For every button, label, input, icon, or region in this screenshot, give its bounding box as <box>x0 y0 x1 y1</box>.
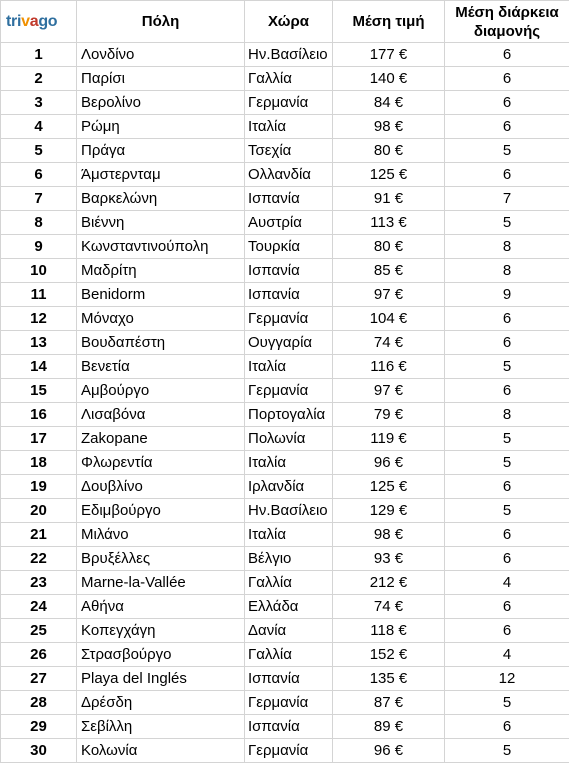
cell-rank: 14 <box>1 355 77 379</box>
cell-stay: 5 <box>445 499 569 523</box>
cell-stay: 8 <box>445 403 569 427</box>
cell-country: Πορτογαλία <box>245 403 333 427</box>
cell-price: 98 € <box>333 523 445 547</box>
table-row <box>1 259 569 283</box>
cell-city: Αμβούργο <box>77 379 245 403</box>
cell-rank: 13 <box>1 331 77 355</box>
cell-city: Λονδίνο <box>77 43 245 67</box>
cell-city: Μόναχο <box>77 307 245 331</box>
header-stay <box>445 1 569 43</box>
cell-stay: 8 <box>445 235 569 259</box>
cell-stay: 6 <box>445 595 569 619</box>
cell-price: 118 € <box>333 619 445 643</box>
table-row <box>1 547 569 571</box>
table-row <box>1 619 569 643</box>
cell-rank: 6 <box>1 163 77 187</box>
cell-city: Βουδαπέστη <box>77 331 245 355</box>
cell-price: 212 € <box>333 571 445 595</box>
header-stay-line1: Μέση διάρκεια <box>455 4 559 21</box>
cell-country: Πολωνία <box>245 427 333 451</box>
cell-country: Τουρκία <box>245 235 333 259</box>
cell-city: Μιλάνο <box>77 523 245 547</box>
cell-stay: 6 <box>445 523 569 547</box>
cell-country: Ολλανδία <box>245 163 333 187</box>
cell-price: 96 € <box>333 739 445 763</box>
cell-price: 177 € <box>333 43 445 67</box>
header-price: Μέση τιμή <box>333 1 445 43</box>
cell-city: Κωνσταντινούπολη <box>77 235 245 259</box>
cell-rank: 12 <box>1 307 77 331</box>
cell-country: Ισπανία <box>245 187 333 211</box>
table-row <box>1 283 569 307</box>
cell-stay: 7 <box>445 187 569 211</box>
cell-rank: 25 <box>1 619 77 643</box>
cell-country: Ιρλανδία <box>245 475 333 499</box>
cell-stay: 8 <box>445 259 569 283</box>
cell-country: Ιταλία <box>245 523 333 547</box>
cell-city: Zakopane <box>77 427 245 451</box>
cell-price: 152 € <box>333 643 445 667</box>
table-row <box>1 523 569 547</box>
table-row <box>1 163 569 187</box>
cell-stay: 6 <box>445 115 569 139</box>
logo-part-2: v <box>21 13 30 30</box>
cell-rank: 17 <box>1 427 77 451</box>
cell-price: 84 € <box>333 91 445 115</box>
table-row <box>1 427 569 451</box>
cell-country: Ισπανία <box>245 667 333 691</box>
cell-city: Marne-la-Vallée <box>77 571 245 595</box>
cell-stay: 6 <box>445 715 569 739</box>
cell-country: Γερμανία <box>245 739 333 763</box>
logo-part-4: go <box>38 13 57 30</box>
cell-rank: 22 <box>1 547 77 571</box>
cell-city: Πράγα <box>77 139 245 163</box>
cell-stay: 5 <box>445 739 569 763</box>
cell-rank: 19 <box>1 475 77 499</box>
cell-country: Δανία <box>245 619 333 643</box>
cell-price: 96 € <box>333 451 445 475</box>
cell-rank: 30 <box>1 739 77 763</box>
cell-rank: 23 <box>1 571 77 595</box>
cell-price: 129 € <box>333 499 445 523</box>
table-row <box>1 499 569 523</box>
cell-stay: 6 <box>445 379 569 403</box>
logo-part-3: a <box>30 13 39 30</box>
table-row <box>1 379 569 403</box>
cell-country: Ισπανία <box>245 259 333 283</box>
cell-stay: 4 <box>445 643 569 667</box>
table-row <box>1 691 569 715</box>
cell-city: Παρίσι <box>77 67 245 91</box>
cell-price: 80 € <box>333 235 445 259</box>
cell-stay: 9 <box>445 283 569 307</box>
cell-stay: 5 <box>445 427 569 451</box>
cell-stay: 6 <box>445 331 569 355</box>
cell-price: 80 € <box>333 139 445 163</box>
cell-country: Ην.Βασίλειο <box>245 43 333 67</box>
cell-stay: 6 <box>445 163 569 187</box>
cell-rank: 27 <box>1 667 77 691</box>
table-row <box>1 331 569 355</box>
cell-rank: 16 <box>1 403 77 427</box>
cell-price: 125 € <box>333 163 445 187</box>
cell-rank: 20 <box>1 499 77 523</box>
cell-city: Δουβλίνο <box>77 475 245 499</box>
cell-rank: 15 <box>1 379 77 403</box>
header-city: Πόλη <box>77 1 245 43</box>
cell-country: Αυστρία <box>245 211 333 235</box>
cell-rank: 11 <box>1 283 77 307</box>
cell-price: 85 € <box>333 259 445 283</box>
cell-country: Γαλλία <box>245 571 333 595</box>
cell-rank: 4 <box>1 115 77 139</box>
table-row <box>1 571 569 595</box>
table-body <box>1 43 569 763</box>
table-row <box>1 67 569 91</box>
cell-price: 125 € <box>333 475 445 499</box>
table-row <box>1 667 569 691</box>
cell-country: Γαλλία <box>245 67 333 91</box>
cell-stay: 5 <box>445 691 569 715</box>
cell-city: Δρέσδη <box>77 691 245 715</box>
cell-city: Κοπεγχάγη <box>77 619 245 643</box>
cell-stay: 6 <box>445 307 569 331</box>
cell-rank: 10 <box>1 259 77 283</box>
cell-stay: 6 <box>445 67 569 91</box>
cell-city: Βαρκελώνη <box>77 187 245 211</box>
cell-city: Playa del Inglés <box>77 667 245 691</box>
cell-stay: 5 <box>445 451 569 475</box>
cell-city: Βερολίνο <box>77 91 245 115</box>
cell-price: 91 € <box>333 187 445 211</box>
cell-rank: 9 <box>1 235 77 259</box>
cell-price: 89 € <box>333 715 445 739</box>
cell-country: Γερμανία <box>245 379 333 403</box>
cell-city: Άμστερνταμ <box>77 163 245 187</box>
table-row <box>1 91 569 115</box>
table-row <box>1 187 569 211</box>
cell-country: Τσεχία <box>245 139 333 163</box>
cell-price: 135 € <box>333 667 445 691</box>
cell-country: Ιταλία <box>245 355 333 379</box>
cell-city: Βρυξέλλες <box>77 547 245 571</box>
cell-rank: 24 <box>1 595 77 619</box>
cell-price: 93 € <box>333 547 445 571</box>
cell-country: Γερμανία <box>245 691 333 715</box>
cell-price: 97 € <box>333 283 445 307</box>
cell-rank: 5 <box>1 139 77 163</box>
cell-stay: 5 <box>445 211 569 235</box>
cell-rank: 18 <box>1 451 77 475</box>
header-country: Χώρα <box>245 1 333 43</box>
logo-part-1: tri <box>6 13 21 30</box>
cell-rank: 29 <box>1 715 77 739</box>
table-row <box>1 643 569 667</box>
table-row <box>1 211 569 235</box>
cell-country: Ελλάδα <box>245 595 333 619</box>
table-row <box>1 355 569 379</box>
cell-country: Γερμανία <box>245 307 333 331</box>
cell-price: 97 € <box>333 379 445 403</box>
cell-stay: 6 <box>445 91 569 115</box>
table-row <box>1 115 569 139</box>
cell-city: Βιέννη <box>77 211 245 235</box>
trivago-logo <box>1 1 77 43</box>
table-row <box>1 475 569 499</box>
header-stay-line2: διαμονής <box>474 23 540 40</box>
cell-city: Μαδρίτη <box>77 259 245 283</box>
cell-country: Γερμανία <box>245 91 333 115</box>
cell-rank: 26 <box>1 643 77 667</box>
cell-price: 79 € <box>333 403 445 427</box>
table-row <box>1 595 569 619</box>
cell-city: Κολωνία <box>77 739 245 763</box>
cell-stay: 6 <box>445 43 569 67</box>
cell-rank: 3 <box>1 91 77 115</box>
table-row <box>1 739 569 763</box>
table-row <box>1 139 569 163</box>
table-row <box>1 715 569 739</box>
cell-country: Βέλγιο <box>245 547 333 571</box>
cell-city: Σεβίλλη <box>77 715 245 739</box>
cell-price: 113 € <box>333 211 445 235</box>
table-row <box>1 235 569 259</box>
cell-city: Βενετία <box>77 355 245 379</box>
cell-country: Ουγγαρία <box>245 331 333 355</box>
cell-stay: 5 <box>445 355 569 379</box>
cell-stay: 4 <box>445 571 569 595</box>
cell-rank: 1 <box>1 43 77 67</box>
cell-stay: 6 <box>445 547 569 571</box>
cell-rank: 7 <box>1 187 77 211</box>
header-row <box>1 1 569 43</box>
cell-price: 87 € <box>333 691 445 715</box>
cell-rank: 8 <box>1 211 77 235</box>
cell-country: Ιταλία <box>245 451 333 475</box>
cell-price: 74 € <box>333 595 445 619</box>
cell-country: Ιταλία <box>245 115 333 139</box>
cell-city: Φλωρεντία <box>77 451 245 475</box>
cell-stay: 6 <box>445 475 569 499</box>
cell-city: Ρώμη <box>77 115 245 139</box>
cell-rank: 21 <box>1 523 77 547</box>
cell-city: Αθήνα <box>77 595 245 619</box>
cell-price: 98 € <box>333 115 445 139</box>
cell-stay: 12 <box>445 667 569 691</box>
cell-city: Εδιμβούργο <box>77 499 245 523</box>
cell-stay: 6 <box>445 619 569 643</box>
cell-city: Λισαβόνα <box>77 403 245 427</box>
cell-price: 119 € <box>333 427 445 451</box>
cell-country: Γαλλία <box>245 643 333 667</box>
cell-rank: 28 <box>1 691 77 715</box>
table-row <box>1 403 569 427</box>
cell-rank: 2 <box>1 67 77 91</box>
table-row <box>1 307 569 331</box>
cell-price: 140 € <box>333 67 445 91</box>
cell-country: Ισπανία <box>245 715 333 739</box>
cell-country: Ην.Βασίλειο <box>245 499 333 523</box>
cell-price: 74 € <box>333 331 445 355</box>
cell-city: Benidorm <box>77 283 245 307</box>
cell-price: 116 € <box>333 355 445 379</box>
table-row <box>1 451 569 475</box>
cell-city: Στρασβούργο <box>77 643 245 667</box>
table-row <box>1 43 569 67</box>
cell-country: Ισπανία <box>245 283 333 307</box>
cell-price: 104 € <box>333 307 445 331</box>
cell-stay: 5 <box>445 139 569 163</box>
